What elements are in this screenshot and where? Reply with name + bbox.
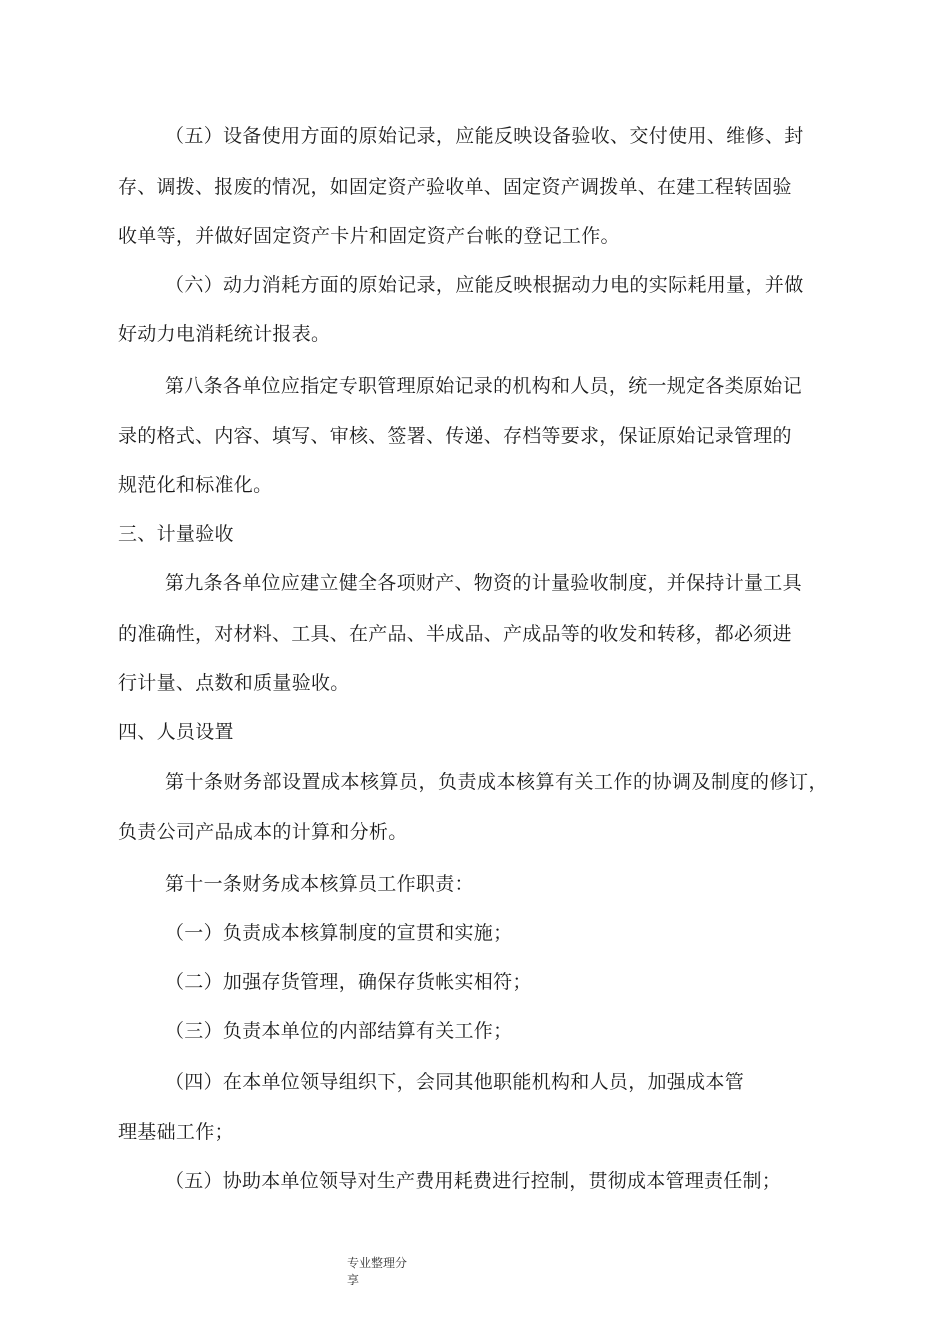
- section-heading-3: 三、计量验收: [118, 523, 234, 545]
- section-heading-4: 四、人员设置: [118, 721, 234, 743]
- text-line-5: 好动力电消耗统计报表。: [118, 323, 331, 345]
- text-line-8: 规范化和标准化。: [118, 474, 273, 496]
- text-line-11: 行计量、点数和质量验收。: [118, 672, 350, 694]
- text-line-6: 第八条各单位应指定专职管理原始记录的机构和人员，统一规定各类原始记: [165, 375, 802, 397]
- footer-text-line-1: 专业整理分: [347, 1256, 408, 1270]
- text-line-1: （五）设备使用方面的原始记录，应能反映设备验收、交付使用、维修、封: [165, 125, 804, 147]
- text-line-4: （六）动力消耗方面的原始记录，应能反映根据动力电的实际耗用量，并做: [165, 274, 804, 296]
- text-line-3: 收单等，并做好固定资产卡片和固定资产台帐的登记工作。: [118, 225, 620, 247]
- text-line-20: （五）协助本单位领导对生产费用耗费进行控制，贯彻成本管理责任制；: [165, 1170, 782, 1192]
- footer-text-line-2: 享: [347, 1273, 360, 1287]
- text-line-7: 录的格式、内容、填写、审核、签署、传递、存档等要求，保证原始记录管理的: [118, 425, 792, 447]
- text-line-10: 的准确性，对材料、工具、在产品、半成品、产成品等的收发和转移，都必须进: [118, 623, 792, 645]
- text-line-18: （四）在本单位领导组织下，会同其他职能机构和人员，加强成本管: [165, 1071, 745, 1093]
- text-line-9: 第九条各单位应建立健全各项财产、物资的计量验收制度，并保持计量工具: [165, 572, 802, 594]
- text-line-12: 第十条财务部设置成本核算员，负责成本核算有关工作的协调及制度的修订，: [165, 771, 829, 793]
- text-line-15: （一）负责成本核算制度的宣贯和实施；: [165, 922, 513, 944]
- text-line-14: 第十一条财务成本核算员工作职责：: [165, 873, 474, 895]
- text-line-16: （二）加强存货管理，确保存货帐实相符；: [165, 971, 532, 993]
- text-line-2: 存、调拨、报废的情况，如固定资产验收单、固定资产调拨单、在建工程转固验: [118, 176, 792, 198]
- text-line-17: （三）负责本单位的内部结算有关工作；: [165, 1020, 513, 1042]
- text-line-19: 理基础工作；: [118, 1121, 234, 1143]
- text-line-13: 负责公司产品成本的计算和分析。: [118, 821, 408, 843]
